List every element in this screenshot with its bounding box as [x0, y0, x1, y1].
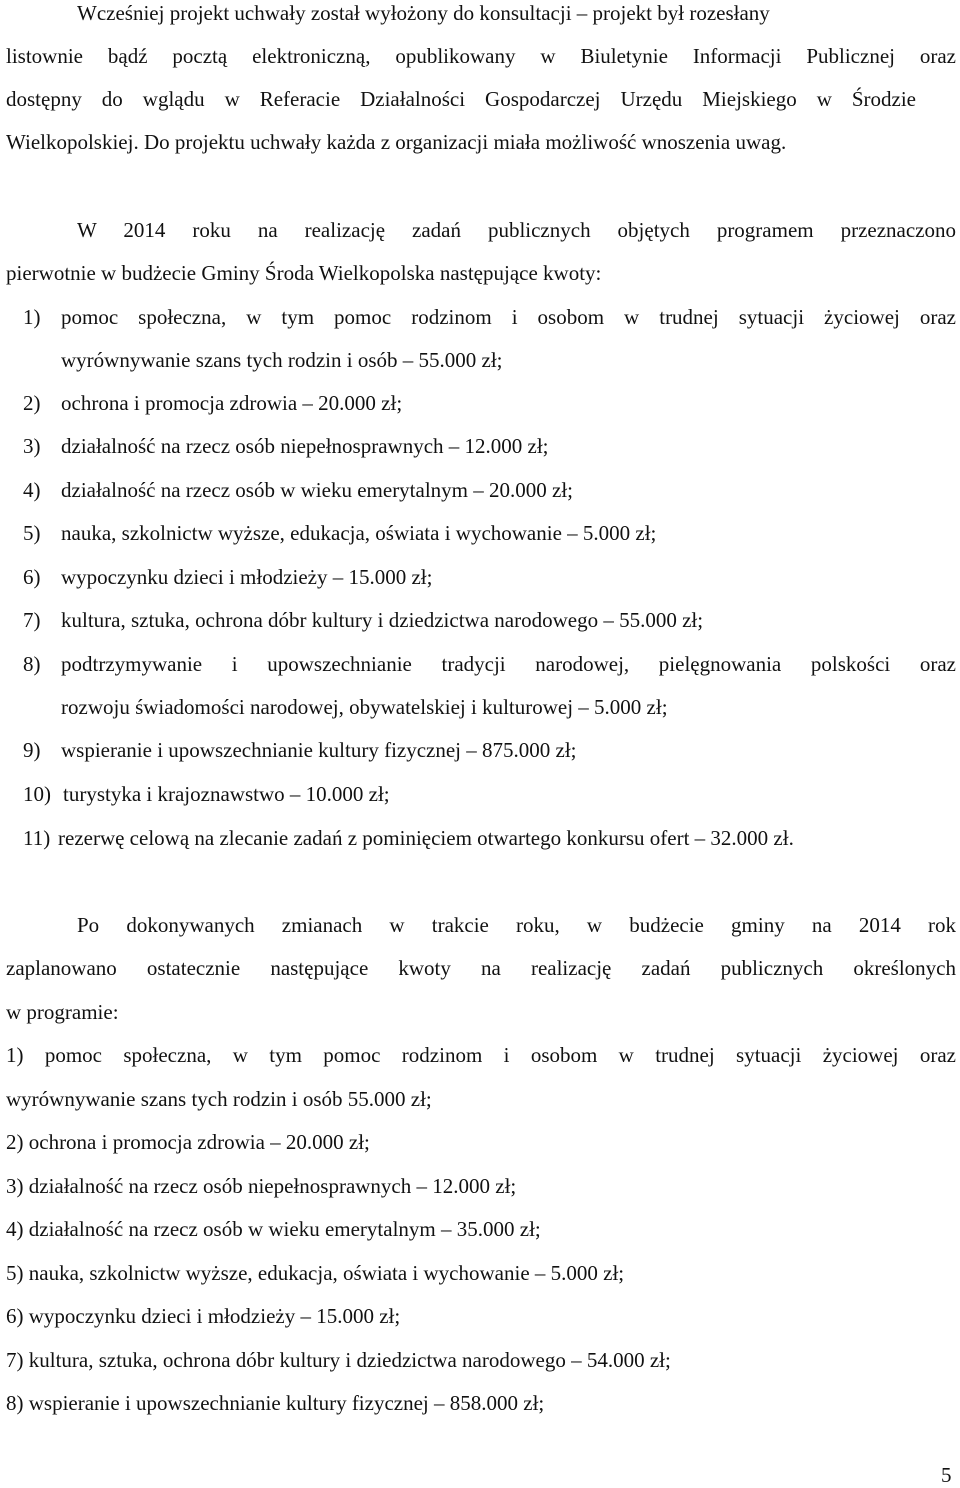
- list-item-number: 5): [23, 521, 41, 545]
- list-item-text: nauka, szkolnictw wyższe, edukacja, oświata i wychowanie – 5.000 zł;: [61, 521, 657, 545]
- list-item-text: działalność na rzecz osób niepełnosprawnych – 12.000 zł;: [61, 434, 549, 458]
- list-item-text: rezerwę celową na zlecanie zadań z pominięciem otwartego konkursu ofert – 32.000 zł.: [58, 826, 794, 850]
- list-item-text: turystyka i krajoznawstwo – 10.000 zł;: [63, 782, 390, 806]
- list-item-text: podtrzymywanie i upowszechnianie tradycji narodowej, pielęgnowania polskości oraz: [61, 652, 956, 676]
- intro-line: listownie bądź pocztą elektroniczną, opublikowany w Biuletynie Informacji Publicznej oraz: [6, 44, 956, 68]
- final-list-line: 6) wypoczynku dzieci i młodzieży – 15.000 zł;: [6, 1304, 401, 1328]
- list-item-number: 11): [23, 826, 51, 850]
- list-item-text: pomoc społeczna, w tym pomoc rodzinom i osobom w trudnej sytuacji życiowej oraz: [61, 305, 956, 329]
- final-list-line: 2) ochrona i promocja zdrowia – 20.000 zł;: [6, 1130, 370, 1154]
- list-item-text: kultura, sztuka, ochrona dóbr kultury i dziedzictwa narodowego – 55.000 zł;: [61, 608, 704, 632]
- list-item-number: 9): [23, 738, 41, 762]
- final-lead-line: Po dokonywanych zmianach w trakcie roku, w budżecie gminy na 2014 rok: [77, 913, 956, 937]
- list-item-text: ochrona i promocja zdrowia – 20.000 zł;: [61, 391, 403, 415]
- final-list-line: 8) wspieranie i upowszechnianie kultury fizycznej – 858.000 zł;: [6, 1391, 545, 1415]
- page-number: 5: [941, 1463, 952, 1487]
- final-lead-line: zaplanowano ostatecznie następujące kwoty na realizację zadań publicznych określonych: [6, 956, 956, 980]
- list-item-text: wspieranie i upowszechnianie kultury fizycznej – 875.000 zł;: [61, 738, 577, 762]
- list-item-number: 7): [23, 608, 41, 632]
- final-list-line: wyrównywanie szans tych rodzin i osób 55.000 zł;: [6, 1087, 432, 1111]
- list-item-number: 8): [23, 652, 41, 676]
- planned-lead-line: pierwotnie w budżecie Gminy Środa Wielkopolska następujące kwoty:: [6, 261, 602, 285]
- final-list-line: 5) nauka, szkolnictw wyższe, edukacja, oświata i wychowanie – 5.000 zł;: [6, 1261, 625, 1285]
- final-list-line: 3) działalność na rzecz osób niepełnosprawnych – 12.000 zł;: [6, 1174, 517, 1198]
- intro-line: Wcześniej projekt uchwały został wyłożony do konsultacji – projekt był rozesłany: [77, 1, 770, 25]
- list-item-number: 10): [23, 782, 51, 806]
- list-item-number: 2): [23, 391, 41, 415]
- list-item-text: rozwoju świadomości narodowej, obywatelskiej i kulturowej – 5.000 zł;: [61, 695, 668, 719]
- list-item-number: 3): [23, 434, 41, 458]
- final-list-line: 7) kultura, sztuka, ochrona dóbr kultury i dziedzictwa narodowego – 54.000 zł;: [6, 1348, 671, 1372]
- list-item-number: 6): [23, 565, 41, 589]
- intro-line: dostępny do wglądu w Referacie Działalności Gospodarczej Urzędu Miejskiego w Środzie: [6, 87, 916, 111]
- list-item-number: 4): [23, 478, 41, 502]
- final-list-line: 4) działalność na rzecz osób w wieku emerytalnym – 35.000 zł;: [6, 1217, 541, 1241]
- list-item-text: wypoczynku dzieci i młodzieży – 15.000 zł;: [61, 565, 433, 589]
- intro-line: Wielkopolskiej. Do projektu uchwały każda z organizacji miała możliwość wnoszenia uwag.: [6, 130, 787, 154]
- list-item-text: wyrównywanie szans tych rodzin i osób – 55.000 zł;: [61, 348, 503, 372]
- planned-lead-line: W 2014 roku na realizację zadań publicznych objętych programem przeznaczono: [77, 218, 956, 242]
- list-item-number: 1): [23, 305, 41, 329]
- final-list-line: 1) pomoc społeczna, w tym pomoc rodzinom i osobom w trudnej sytuacji życiowej oraz: [6, 1043, 956, 1067]
- list-item-text: działalność na rzecz osób w wieku emerytalnym – 20.000 zł;: [61, 478, 573, 502]
- final-lead-line: w programie:: [6, 1000, 119, 1024]
